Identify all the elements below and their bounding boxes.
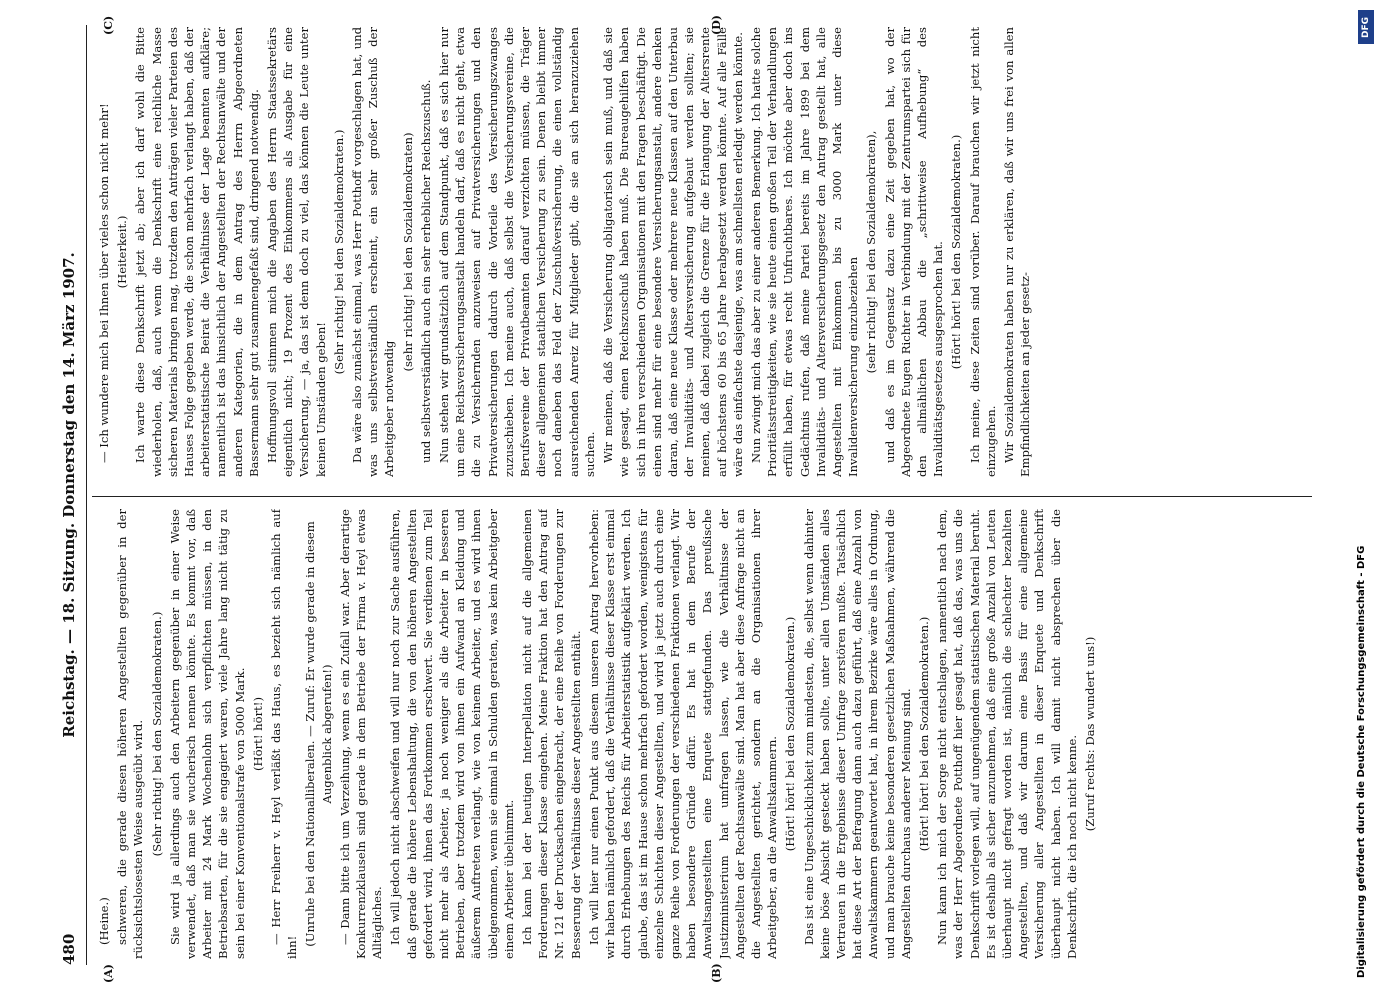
paragraph: Wir meinen, daß die Versicherung obligatorisch sein muß, und daß sie wie gesagt, einen Reichszuschuß haben muß. Die Bureaugehilfen haben sich in ihren verschiedenen Organisationen mit den Fragen beschäftigt. Die einen sind mehr für eine besondere Versicherungsanstalt, andere denken daran, daß eine neue Klasse oder mehrere neue Klassen auf den Unterbau der Invaliditäts- und Altersversicherung aufgebaut werden sollten; sie meinen, daß dabei zugleich die Grenze für die Erlangung der Altersrente auf höchstens 60 bis 65 Jahre herabgesetzt werden könnte. Auf alle Fälle wäre das einfachste dasjenige, was am schnellsten erledigt werden könnte.	[601, 27, 745, 477]
paragraph: und selbstverständlich auch ein sehr erheblicher Reichszuschuß.	[418, 79, 433, 463]
interjection: (Unruhe bei den Nationalliberalen. — Zuruf: Er wurde gerade in diesem Augenblick abgerufen!)	[303, 521, 334, 947]
header-rule	[86, 25, 87, 965]
paragraph: Wir Sozialdemokraten haben nur zu erklären, daß wir uns frei von allen Empfindlichkeiten an jeder gesetz-	[1001, 27, 1033, 477]
paragraph: Hoffnungsvoll stimmen mich die Angaben des Herrn Staatssekretärs eigentlich nicht; 19 Prozent des Einkommens als Ausgabe für eine Versicherung, — ja, das ist denn doch zu viel, das können die Leute unter keinen Umständen geben!	[265, 27, 328, 477]
rotated-page-content	[50, 5, 1340, 985]
paragraph: schweren, die gerade diesen höheren Angestellten gegenüber in der rücksichtslosesten Weise ausgeübt wird.	[115, 509, 146, 959]
paragraph: (Heine.)	[97, 897, 111, 945]
margin-mark-c: (C)	[102, 15, 115, 35]
dfg-logo: DFG	[1358, 10, 1374, 44]
paragraph: Da wäre also zunächst einmal, was Herr Potthoff vorgeschlagen hat, und was uns selbstverständlich erscheint, ein sehr großer Zuschuß der Arbeitgeber notwendig	[350, 27, 397, 477]
interjection: (Hört! hört! bei den Sozialdemokraten.)	[949, 134, 964, 370]
digitization-credit	[1356, 10, 1372, 990]
paragraph: Nun zwingt mich das aber zu einer anderen Bemerkung. Ich hatte solche Prioritätsstreitigkeiten, wie sie heute einen großen Teil der Verhandlungen erfüllt haben, für etwas recht Unfruchtbares. Ich möchte aber doch ins Gedächtnis rufen, daß meine Partei bereits im Jahre 1899 bei dem Invaliditäts- und Altersversicherungsgesetz den Antrag gestellt hat, alle Angestellten mit Einkommen bis zu 3000 Mark unter diese Invalidenversicherung einzubeziehen	[748, 27, 861, 477]
page-number: 480	[60, 933, 78, 965]
interjection: (Heiterkeit.)	[115, 215, 130, 289]
paragraph: und daß es im Gegensatz dazu eine Zeit gegeben hat, wo der Abgeordnete Eugen Richter in Verbindung mit der Zentrumspartei sich für den allmählichen Abbau die „schrittweise Aufhebung“ des Invaliditätsgesetzes ausgesprochen hat.	[882, 27, 946, 477]
paragraph: Nun stehen wir grundsätzlich auf dem Standpunkt, daß es sich hier nur um eine Reichsversicherungsanstalt handeln darf, daß es nicht geht, etwa die zu Versichernden anzuweisen auf Privatversicherungen und den Privatversicherungen dadurch die Vorteile des Versicherungszwanges zuzuschieben. Ich meine auch, daß selbst die Versicherungsvereine, die Berufsvereine der Privatbeamten darauf verzichten müssen, die Träger dieser allgemeinen staatlichen Versicherung zu sein. Denen bleibt immer noch daneben das Feld der Zuschußversicherung, die einen vollständig ausreichenden Anreiz für Mitglieder gibt, die sie an sich heranzuziehen suchen.	[437, 27, 597, 477]
left-text-column	[96, 509, 1316, 959]
interjection: (Hört! hört!)	[250, 697, 265, 771]
paragraph: Ich will jedoch nicht abschweifen und will nur noch zur Sache ausführen, daß gerade die höhere Lebenshaltung, die von den höheren Angestellten gefordert wird, ihnen das Fortkommen erschwert. Sie verdienen zum Teil nicht mehr als Arbeiter, ja noch weniger als die Arbeiter in besseren Betrieben, aber trotzdem wird von ihnen ein Aufwand an Kleidung und äußerem Auftreten verlangt, wie von keinem Arbeiter, und es wird ihnen übelgenommen, wenn sie einmal in Schulden geraten, was kein Arbeitgeber einem Arbeiter übelnimmt.	[388, 509, 516, 959]
margin-mark-b: (B)	[710, 963, 723, 983]
paragraph: Sie wird ja allerdings auch den Arbeitern gegenüber in einer Weise verwendet, daß man sie wucherisch nennen könnte. Es kommt vor, daß Arbeiter mit 24 Mark Wochenlohn sich verpflichten müssen, in den Betriebsarten, für die sie engagiert waren, viele Jahre lang nicht tätig zu sein bei einer Konventionalstrafe von 5000 Mark.	[167, 509, 247, 959]
margin-mark-d: (D)	[710, 15, 723, 35]
paragraph: Nun kann ich mich der Sorge nicht entschlagen, namentlich nach dem, was der Herr Abgeordnete Potthoff hier gesagt hat, daß das, was uns die Denkschrift vorlegen will, auf ungenügendem statistischen Material beruht. Es ist deshalb als sicher anzunehmen, daß eine große Anzahl von Leuten überhaupt nicht gefragt worden ist, nämlich die schlechter bezahlten Angestellten, und daß wir darum eine Basis für eine allgemeine Versicherung aller Angestellten in dieser Enquete und Denkschrift überhaupt nicht haben. Ich will damit nicht absprechen über die Denkschrift, die ich noch nicht kenne.	[935, 509, 1079, 959]
page-header	[50, 5, 90, 985]
paragraph: Ich will hier nur einen Punkt aus diesem unseren Antrag hervorheben: wir haben nämlich gefordert, daß die Verhältnisse dieser Klasse erst einmal durch Erhebungen des Reichs für Arbeiterstatistik aufgeklärt werden. Ich glaube, das ist im Hause schon mehrfach gefordert worden, wenigstens für einzelne Schichten dieser Angestellten, und wird ja jetzt auch durch eine ganze Reihe von Forderungen der verschiedenen Fraktionen verlangt. Wir haben besondere Gründe dafür. Es hat in dem Berufe der Anwaltsangestellten eine Enquete stattgefunden. Das preußische Justizministerium hat umfragen lassen, wie die Verhältnisse der Angestellten der Rechtsanwälte sind. Man hat aber diese Anfrage nicht an die Angestellten gerichtet, sondern an die Organisationen ihrer Arbeitgeber, an die Anwaltskammern.	[586, 509, 780, 959]
interjection: (Hört! hört! bei den Sozialdemokraten.)	[783, 616, 798, 852]
right-text-column	[96, 27, 1316, 477]
column-divider	[92, 496, 1312, 497]
margin-mark-a: (A)	[102, 964, 115, 983]
interjection: (sehr richtig! bei den Sozialdemokraten),	[864, 130, 879, 374]
page-title: Reichstag. — 18. Sitzung. Donnerstag den 14. März 1907.	[60, 252, 78, 738]
paragraph: — Herr Freiherr v. Heyl verläßt das Haus, es bezieht sich nämlich auf ihn!	[269, 509, 300, 959]
interjection: (Sehr richtig! bei den Sozialdemokraten.)	[149, 611, 164, 857]
paragraph: Ich warte diese Denkschrift jetzt ab; aber ich darf wohl die Bitte wiederholen, daß, auch wenn die Denkschrift eine reichliche Masse sicheren Materials bringen mag, trotzdem den Anträgen vieler Parteien des Hauses Folge gegeben werde, die schon mehrfach verlangt haben, daß der arbeiterstatistische Beirat die Verhältnisse der Lage beamten aufkläre; namentlich ist das hinsichtlich der Angestellten der Rechtsanwälte und der anderen Kategorien, die in dem Antrag des Herrn Abgeordneten Bassermann sehr gut zusammengefaßt sind, dringend notwendig.	[133, 27, 261, 477]
interjection: (sehr richtig! bei den Sozialdemokraten)	[400, 132, 415, 372]
paragraph: Ich kann bei der heutigen Interpellation nicht auf die allgemeinen Forderungen dieser Klasse eingehen. Meine Fraktion hat den Antrag auf Nr. 121 der Drucksachen eingebracht, der eine Reihe von Forderungen zur Besserung der Verhältnisse dieser Angestellten enthält.	[520, 509, 583, 959]
interjection: (Sehr richtig! bei den Sozialdemokraten.)	[331, 129, 346, 375]
interjection: (Zuruf rechts: Das wundert uns!)	[1082, 636, 1097, 832]
paragraph: — Dann bitte ich um Verzeihung, wenn es ein Zufall war. Aber derartige Konkurrenzklauseln sind gerade in dem Betriebe der Firma v. Heyl etwas Alltägliches.	[337, 509, 385, 959]
paragraph: Ich meine, diese Zeiten sind vorüber. Darauf brauchen wir jetzt nicht einzugehen.	[967, 27, 998, 477]
credit-text: Digitalisierung gefördert durch die Deutsche Forschungsgemeinschaft - DFG	[1356, 545, 1367, 978]
paragraph: — Ich wundere mich bei Ihnen über vieles schon nicht mehr!	[97, 103, 111, 463]
paragraph: Das ist eine Ungeschicklichkeit zum mindesten, die, selbst wenn dahinter keine böse Absicht gesteckt haben sollte, unter allen Umständen alles Vertrauen in die Ergebnisse dieser Umfrage zerstören mußte. Tatsächlich hat diese Art der Befragung dann auch dazu geführt, daß eine Anzahl von Anwaltskammern geantwortet hat, in ihrem Bezirke wäre alles in Ordnung, und man brauche keine besonderen gesetzlichen Maßnahmen, während die Angestellten durchaus anderer Meinung sind.	[801, 509, 913, 959]
interjection: (Hört! hört! bei den Sozialdemokraten.)	[916, 616, 931, 852]
